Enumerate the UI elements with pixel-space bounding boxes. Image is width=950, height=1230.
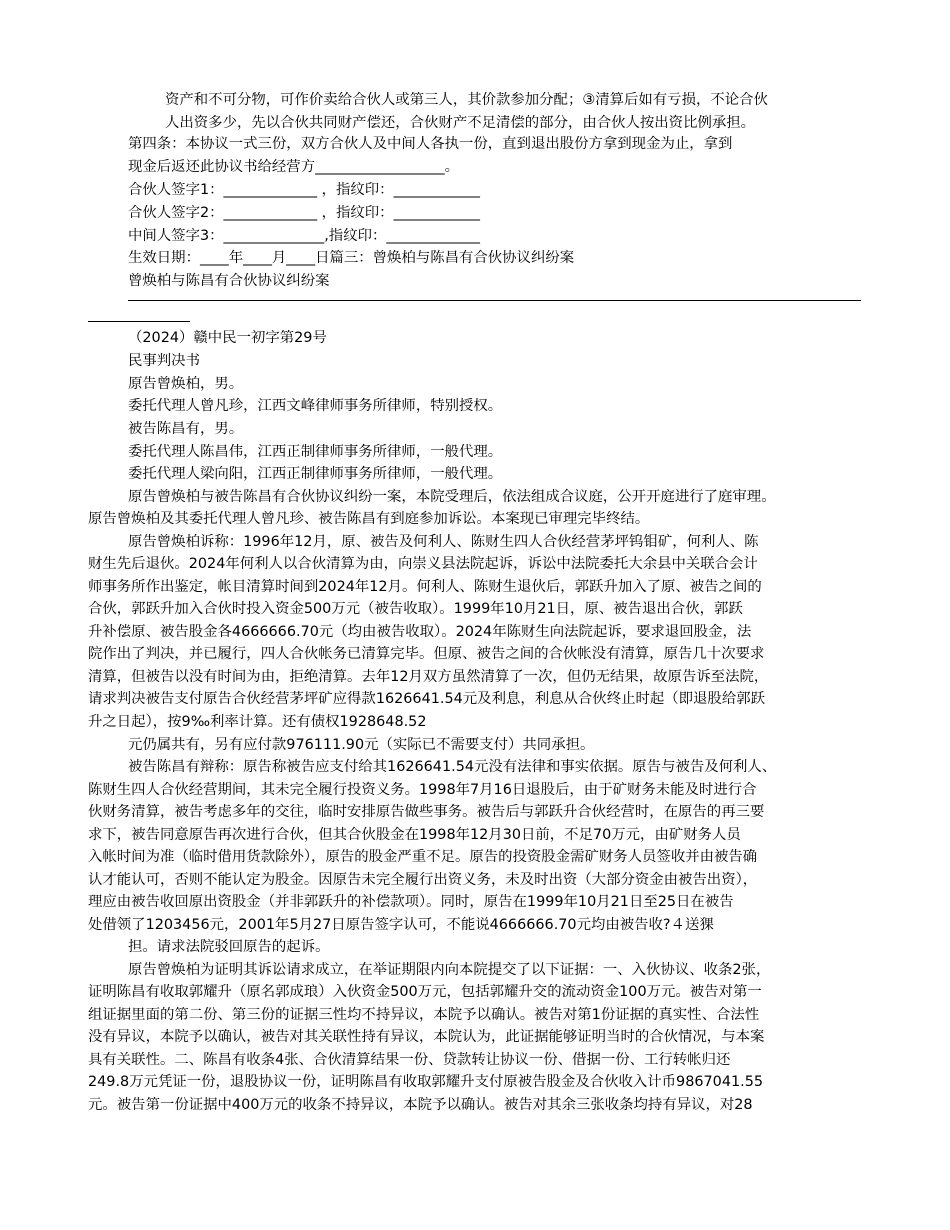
party-line: 委托代理人梁向阳，江西正制律师事务所律师，一般代理。: [128, 466, 503, 482]
text-line: 人出资多少，先以合伙共同财产偿还，合伙财产不足清偿的部分，由合伙人按出资比例承担。: [165, 115, 756, 131]
text-line: 财生先后退伙。2024年何利人以合伙清算为由，向崇义县法院起诉，诉讼中法院委托大余县中关联合会计: [88, 556, 758, 572]
divider-line: [128, 300, 861, 301]
text-line: 合伙，郭跃升加入合伙时投入资金500万元（被告收取）。1999年10月21日，原、被告退出合伙，郭跃: [88, 601, 743, 617]
text-line: 被告陈昌有辩称：原告称被告应支付给其1626641.54元没有法律和事实依据。原告与被告及何利人、: [128, 759, 777, 775]
party-line: 被告陈昌有，男。: [128, 421, 244, 437]
text-line: 具有关联性。二、陈昌有收条4张、合伙清算结果一份、贷款转让协议一份、借据一份、工行转帐归还: [88, 1052, 731, 1068]
text-line: 现金后返还此协议书给经营方__________________。: [128, 159, 459, 175]
text-line: 第四条：本协议一式三份，双方合伙人及中间人各执一份，直到退出股份方拿到现金为止，拿到: [128, 136, 733, 152]
text-line: 求下，被告同意原告再次进行合伙，但其合伙股金在1998年12月30日前，不足70万元，由矿财务人员: [88, 827, 741, 843]
text-line: 升补偿原、被告股金各4666666.70元（均由被告收取）。2024年陈财生向法院起诉，要求退回股金，法: [88, 624, 752, 640]
document-heading: 民事判决书: [128, 353, 200, 369]
text-line: 升之日起），按9‰利率计算。还有债权1928648.52: [88, 714, 427, 730]
text-line: 组证据里面的第二份、第三份的证据三性均不持异议，本院予以确认。被告对第1份证据的真实性、合法性: [88, 1007, 760, 1023]
text-line: 担。请求法院驳回原告的起诉。: [128, 939, 330, 955]
text-line: 证明陈昌有收取郭耀升（原名郭成琅）入伙资金500万元，包括郭耀升交的流动资金100万元。被告对第一: [88, 984, 762, 1000]
text-line: 原告曾焕柏及其委托代理人曾凡珍、被告陈昌有到庭参加诉讼。本案现已审理完毕终结。: [88, 511, 650, 527]
text-line: 元仍属共有，另有应付款976111.90元（实际已不需要支付）共同承担。: [128, 737, 595, 753]
text-line: 认才能认可，否则不能认定为股金。因原告未完全履行出资义务，未及时出资（大部分资金由被告出资），: [88, 872, 758, 888]
text-line: 入帐时间为准（临时借用货款除外），原告的股金严重不足。原告的投资股金需矿财务人员签收并由被告确: [88, 849, 758, 865]
text-line: 伙财务清算，被告考虑多年的交往，临时安排原告做些事务。被告后与郭跃升合伙经营时，在原告的再三要: [88, 804, 765, 820]
text-line: 没有异议，本院予以确认，被告对其关联性持有异议，本院认为，此证据能够证明当时的合伙情况，与本案: [88, 1029, 765, 1045]
signature-line: 合伙人签字1：_____________ ，指纹印：____________: [128, 182, 480, 198]
text-line: 资产和不可分物，可作价卖给合伙人或第三人，其价款参加分配；③清算后如有亏损，不论合伙: [165, 92, 768, 108]
party-line: 原告曾焕柏，男。: [128, 376, 244, 392]
text-line: 原告曾焕柏与被告陈昌有合伙协议纠纷一案，本院受理后，依法组成合议庭，公开开庭进行了庭审理。: [128, 489, 776, 505]
text-line: 院作出了判决，并已履行，四人合伙帐务已清算完毕。但原、被告之间的合伙帐没有清算，原告几十次要求: [88, 646, 765, 662]
text-line: 249.8万元凭证一份，退股协议一份，证明陈昌有收取郭耀升支付原被告股金及合伙收入计币9867041.55: [88, 1074, 764, 1090]
text-line: 理应由被告收回原出资股金（并非郭跃升的补偿款项）。同时，原告在1999年10月21日至25日在被告: [88, 894, 734, 910]
text-line: 处借领了1203456元，2001年5月27日原告签字认可，不能说4666666.70元均由被告收?４送猓: [88, 917, 714, 933]
text-line: 请求判决被告支付原告合伙经营茅坪矿应得款1626641.54元及利息，利息从合伙终止时起（即退股给郭跃: [88, 691, 765, 707]
text-line: 元。被告第一份证据中400万元的收条不持异议，本院予以确认。被告对其余三张收条均持有异议，对28: [88, 1097, 753, 1113]
text-line: 师事务所作出鉴定，帐目清算时间到2024年12月。何利人、陈财生退伙后，郭跃升加入了原、被告之间的: [88, 579, 762, 595]
party-line: 委托代理人陈昌伟，江西正制律师事务所律师，一般代理。: [128, 444, 503, 460]
text-line: 清算，但被告以没有时间为由，拒绝清算。去年12月双方虽然清算了一次，但仍无结果，故原告诉至法院，: [88, 669, 769, 685]
case-number: （2024）赣中民一初字第29号: [128, 330, 327, 346]
signature-line: 中间人签字3：______________,指纹印：_____________: [128, 228, 480, 244]
text-line: 陈财生四人合伙经营期间，其未完全履行投资义务。1998年7月16日退股后，由于矿财务未能及时进行合: [88, 782, 757, 798]
divider-line: [88, 321, 190, 322]
party-line: 委托代理人曾凡珍，江西文峰律师事务所律师，特别授权。: [128, 398, 503, 414]
signature-line: 合伙人签字2：_____________ ，指纹印：____________: [128, 205, 480, 221]
text-line: 原告曾焕柏诉称：1996年12月，原、被告及何利人、陈财生四人合伙经营茅坪钨钼矿，何利人、陈: [128, 534, 759, 550]
case-title: 曾焕柏与陈昌有合伙协议纠纷案: [128, 273, 330, 289]
text-line: 原告曾焕柏为证明其诉讼请求成立，在举证期限内向本院提交了以下证据：一、入伙协议、收条2张，: [128, 962, 771, 978]
effective-date-line: 生效日期：____年____月____日篇三：曾焕柏与陈昌有合伙协议纠纷案: [128, 250, 575, 266]
